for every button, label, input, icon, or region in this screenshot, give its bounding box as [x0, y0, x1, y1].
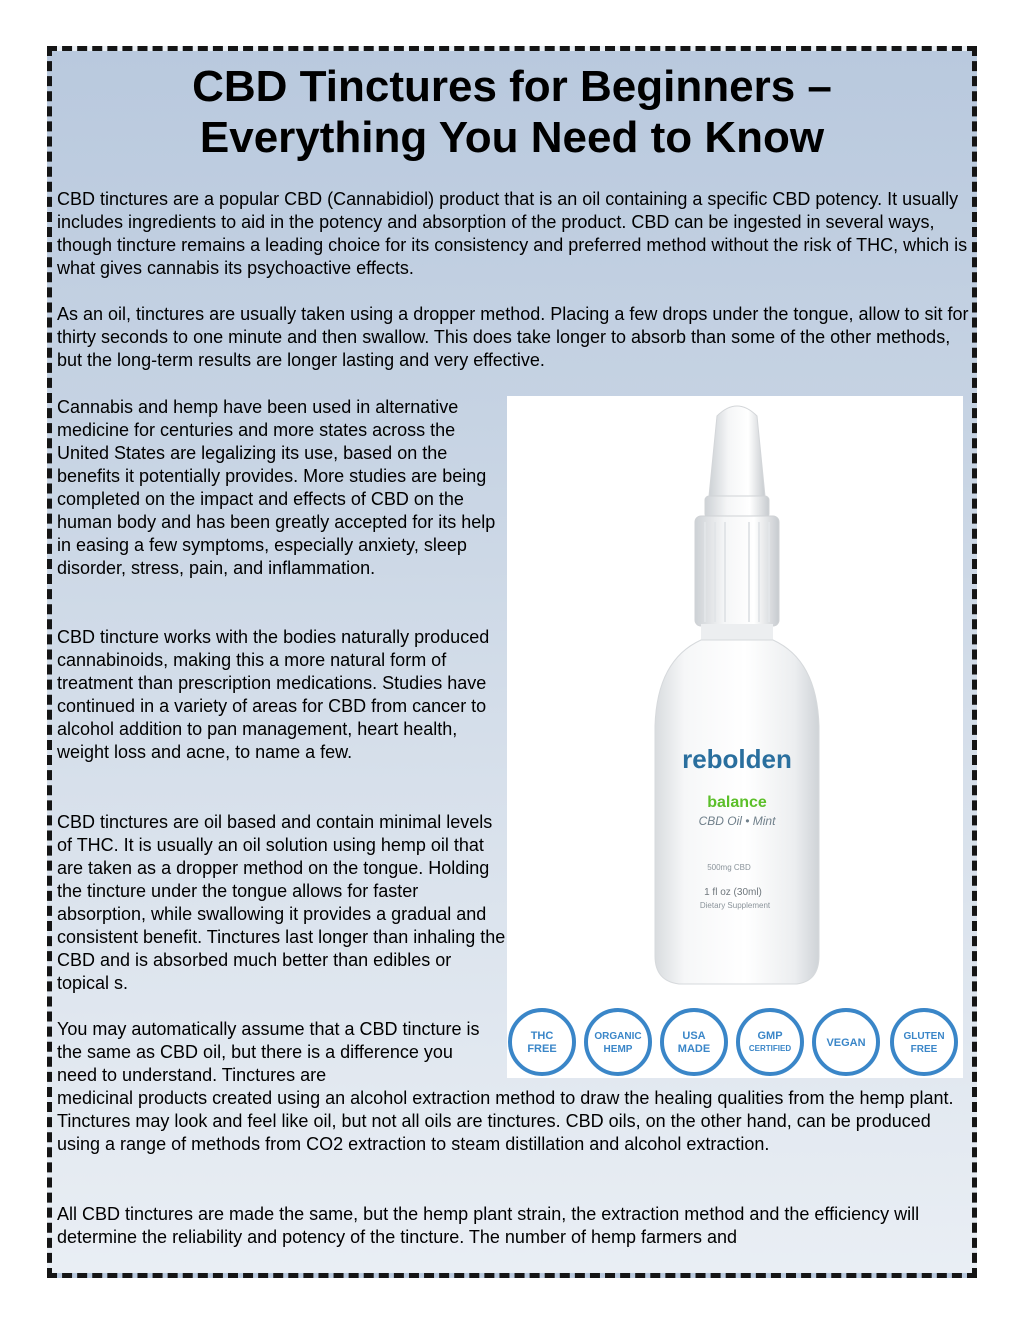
page-title	[52, 61, 972, 163]
title-line-1: CBD Tinctures for Beginners –	[192, 62, 832, 111]
paragraph-dropper: As an oil, tinctures are usually taken using a dropper method. Placing a few drops under the tongue, allow to sit for thirty seconds to one minute and then swallow. This does take longer to absorb than some of the other methods, but the long-term results are longer lasting and very effective.	[57, 304, 969, 370]
dropper-collar	[705, 496, 769, 518]
svg-text:ORGANIC: ORGANIC	[594, 1031, 642, 1042]
badge-organic-hemp	[586, 1010, 650, 1074]
product-strength: 500mg CBD	[707, 863, 751, 872]
paragraph-cannabinoids: CBD tincture works with the bodies naturally produced cannabinoids, making this a more natural form of treatment than prescription medications. Studies have continued in a variety of areas for CBD from cancer to alcohol addition to pan management, heart health, weight loss and acne, to name a few.	[57, 627, 490, 762]
paragraph-intro: CBD tinctures are a popular CBD (Cannabidiol) product that is an oil containing a specific CBD potency. It usually includes ingredients to aid in the potency and absorption of the product. CBD can be ingested in several ways, though tincture remains a leading choice for its consistency and preferred method without the risk of THC, which is what gives cannabis its psychoactive effects.	[57, 189, 968, 278]
product-brand: rebolden	[682, 744, 792, 774]
svg-text:FREE: FREE	[910, 1044, 938, 1055]
svg-text:THC: THC	[530, 1030, 554, 1042]
page-frame	[47, 46, 977, 1278]
product-line: balance	[707, 794, 767, 811]
svg-text:HEMP: HEMP	[603, 1044, 633, 1055]
paragraph-oil-based: CBD tinctures are oil based and contain minimal levels of THC. It is usually an oil solution using hemp oil that are taken as a dropper method on the tongue. Holding the tincture under the tongue allows for faster absorption, while swallowing it provides a gradual and consistent benefit. Tinctures last longer than inhaling the CBD and is absorbed much better than edibles or topical s.	[57, 812, 506, 993]
svg-text:USA: USA	[682, 1030, 706, 1042]
svg-text:CERTIFIED: CERTIFIED	[748, 1044, 792, 1053]
bottle-neck	[701, 624, 773, 640]
badge-gluten-free	[892, 1010, 956, 1074]
svg-text:FREE: FREE	[527, 1043, 557, 1055]
paragraph-extraction: All CBD tinctures are made the same, but the hemp plant strain, the extraction method and the efficiency will determine the reliability and potency of the tincture. The number of hemp farmers and	[57, 1204, 920, 1247]
svg-text:GMP: GMP	[757, 1030, 783, 1042]
paragraph-tincture-vs-oil-top: You may automatically assume that a CBD tincture is the same as CBD oil, but there is a difference you need to understand. Tinctures are	[57, 1019, 480, 1085]
dropper-bulb	[709, 406, 765, 502]
bottle-body	[655, 640, 819, 984]
badge-vegan	[814, 1010, 878, 1074]
product-image	[507, 396, 963, 1078]
paragraph-history: Cannabis and hemp have been used in alternative medicine for centuries and more states across the United States are legalizing its use, based on the benefits it potentially provides. More studies are being completed on the impact and effects of CBD on the human body and has been greatly accepted for its help in easing a few symptoms, especially anxiety, sleep disorder, stress, pain, and inflammation.	[57, 397, 496, 578]
badge-gmp-certified	[738, 1010, 802, 1074]
badge-thc-free	[510, 1010, 574, 1074]
svg-text:GLUTEN: GLUTEN	[903, 1031, 945, 1042]
svg-text:MADE: MADE	[677, 1043, 711, 1055]
paragraph-tincture-vs-oil: medicinal products created using an alcohol extraction method to draw the healing qualities from the hemp plant. Tinctures may look and feel like oil, but not all oils are tinctures. CBD oils, on the other hand, can be produced using a range of methods from CO2 extraction to steam distillation and alcohol extraction.	[57, 1088, 954, 1154]
svg-text:VEGAN: VEGAN	[826, 1037, 866, 1049]
product-note: Dietary Supplement	[699, 901, 771, 910]
product-flavor: CBD Oil • Mint	[698, 814, 776, 828]
title-line-2: Everything You Need to Know	[199, 113, 825, 162]
product-volume: 1 fl oz (30ml)	[704, 887, 762, 898]
badge-usa-made	[662, 1010, 726, 1074]
product-illustration	[507, 396, 963, 1078]
bottle-cap	[695, 516, 779, 626]
